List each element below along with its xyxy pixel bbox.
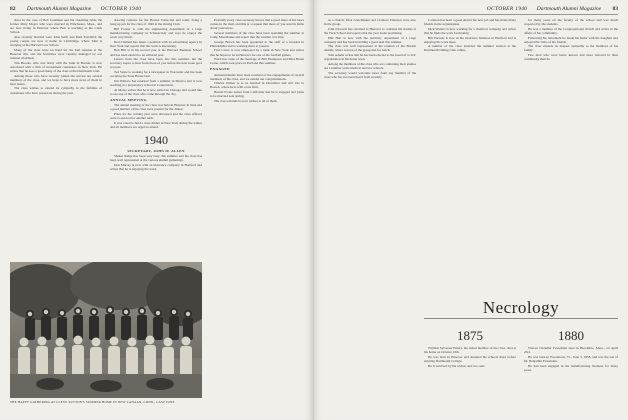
section-heading: ANNUAL MEETING [110,97,147,102]
left-page-number: 82 [10,6,16,12]
right-page-number: 83 [612,6,618,12]
paragraph: It was voted to hold a class dinner in New York during the winter and all members are urged to attend. [110,120,202,129]
left-page-header [10,4,303,15]
paragraph: The class extends its best wishes to all of them. [214,98,278,103]
right-magazine-title: Dartmouth Alumni Magazine [536,6,602,12]
right-column-3 [524,18,618,298]
section-heading: ENGAGED [210,67,230,72]
class-year-heading: 1880 [558,328,584,343]
paragraph: He had been engaged in the manufacturing business for many years. [524,363,618,372]
paragraph: dress in the case of Bob Cushman and his charming bride the former Mary Moyer who were married in Winchester, Mass., and are now living in Hanover where Bob is teaching at the Clark School. [10,18,102,35]
paragraph: Al Morse writes that he is now settled in Chicago and would like to see any of the class who come through the city. [110,87,202,96]
paragraph: Bob Hill is in his second year at the Harvard Business School and has been elected to an editorial post. [110,48,202,57]
paragraph: for many years on the faculty of the school and was much respected by the students. [524,18,618,27]
paragraph: Tim Brooks, who was lately with the bank in Boston, is now associated with a firm of investment counselors in New York. He writes that he sees a good many of the class at the Dartmouth Club. [10,60,102,73]
paragraph: Letters from the class have been few this summer, but the secretary hopes to hear from more of you before the next issue goes to press. [110,57,202,70]
paragraph: Probably every class secretary knows that a good share of his news comes in the mail, and this is a request that more of you send in items about yourselves. [210,18,304,31]
paragraph: Among those who have recently joined the service are several members of the class, and we hope to have more news of them in later issues. [10,73,102,86]
paragraph: as a church, Dick Gleichmann and Clabbert Emerson were also in the group. [324,18,416,27]
paragraph: Announcements have been received of the engagements of several members of the class, and we extend our congratulations. [210,72,304,81]
paragraph: Warren Chandler Fessenden died in Brookline, Mass., on April 23rd. [524,346,618,355]
paragraph: Tom Adams writes that he has been elected to the board of a civic organization in his home town. [324,53,416,62]
paragraph: He was born in Hanover and attended the schools there before entering Dartmouth College. [424,354,516,363]
paragraph: Ted Stone is working for a newspaper in Worcester and has been covering the State House beat. [110,70,202,79]
paragraph: Bill Forster is with the engineering department of a large manufacturing company in Schenectady and says he enjoys the work very much. [110,26,202,39]
left-issue-date: OCTOBER 1940 [100,6,142,12]
paragraph: drawing contests for the Boston Transcript and really doing a bang up job for the class of 1940 at the Outing Club. [110,18,202,27]
right-issue-date: OCTOBER 1940 [486,6,528,12]
paragraph: He was a member of the Congregational church and active in the affairs of his community. [524,26,618,35]
paragraph: Carleton has been a good deal in his new job and has made many friends in the organization. [424,18,516,27]
class-secretary-line: SECRETARY, JOHN M. ALLEN [127,148,185,153]
paragraph: Rod Clement has taken a position with an advertising agency in New York and reports that the work is interesting. [110,39,202,48]
paragraph: He is survived by his widow and two sons. [428,363,486,368]
right-page [314,0,628,420]
paragraph: Harold Evans writes from California that he is engaged and plans to be married next spring. [210,90,304,99]
right-column-2 [424,18,516,298]
class-year-heading: 1875 [457,328,483,343]
necrology-divider [424,318,618,319]
right-page-header [324,4,618,15]
paragraph: A number of the class attended the summer session at the Dartmouth Outing Club cabins. [424,44,516,53]
paragraph: George Brown has been appointed to the staff of a hospital in Philadelphia and is working there at present. [210,39,304,48]
paragraph: Word has come of the marriage of Bill Thompson and Miss Helen Crane, which took place in Portland this summer. [210,57,304,66]
paragraph: Jim Wallace has returned from a summer in Mexico and is now teaching at a preparatory school in Connecticut. [110,78,202,87]
paragraph: The class wishes to extend its sympathy to the families of classmates who have passed on during the year. [10,86,102,95]
necrology-column-2 [524,322,618,418]
paragraph: John Edwards has returned to Hanover to continue his studies at the Tuck School and reports that the year looks promising. [324,26,416,35]
paragraph: Several members of the class have been spending the summer at Camp Moosilauke and report that the weather was fine. [210,30,304,39]
group-photo [10,262,202,398]
necrology-column-1 [424,322,516,418]
paragraph: The class extends its deepest sympathy to the members of his family. [524,44,618,53]
paragraph: Plans for the coming year were discussed and the class officers were re-elected for another term. [110,111,202,120]
paragraph: Many of the class were on hand for the Fall reunion at the Hanover Inn, and the festivities were capably managed by our reunion chairman. [10,47,102,61]
paragraph: Dick Walters is now working for a chemical company and writes that he finds the work fascinating. [424,26,516,35]
paragraph: Charles Walker is to be married in December and will live in Boston, where he is with a law firm. [210,81,304,90]
paragraph: Bill Parsons is now in the insurance business in Hartford and is enjoying his work there. [424,35,516,44]
group-photo-image [10,262,202,398]
paragraph: The secretary would welcome news from any member of the class who has not been heard from recently. [324,70,416,79]
class-year-heading: 1940 [144,132,168,147]
paragraph: The class was well represented at the reunion of the Boston alumni, where several of the group met for lunch. [324,44,416,53]
paragraph: The annual meeting of the class was held in Hanover in June and a good number of the class were present for the dinner. [110,102,202,112]
paragraph: He was born in Woodstock, Vt., June 3, 1858, and was the son of Dr. Benjamin Fessenden. [524,354,618,363]
left-magazine-title: Dartmouth Alumni Magazine [26,6,92,12]
paragraph: Also recently married were John Swift and Ruth Fairchild; the young couple are now at home in Cambridge, where John is studying at the Harvard Law School. [10,34,102,48]
photo-caption: THE HAPPY GATHERING AT CLEVE SUTTON'S SUMMER HOME IN NEW CANAAN, CONN., LAST JUNE [10,400,175,404]
paragraph: Don Murray is now with an insurance company in Hartford and writes that he is enjoying the work. [110,162,202,171]
paragraph: Among the members of the class who are continuing their studies are a number at the medical and law schools. [324,61,416,70]
paragraph: Shaker Ridge has been very busy this summer and the class has been well represented at the various alumni gatherings. [110,153,202,162]
paragraph: Phil Hart is now with the publicity department of a large company and has been travelling a good deal this summer. [324,35,416,44]
right-column-1 [324,18,416,414]
left-column-3 [210,18,304,414]
paragraph: Few men who were better known and more beloved in their community than he. [524,53,618,62]
paragraph: William Sylvester Emery, the oldest member of the class, died at his home on October 10th. [424,346,516,355]
left-column-1 [10,18,102,260]
necrology-heading: Necrology [482,298,560,317]
paragraph: Fred Carter is now employed by a bank in New York and writes that he hopes to be in Hanover for one of the football games. [210,48,304,57]
paragraph: Following his retirement he made his home with his daughter and enjoyed the visits of his friends. [524,35,618,44]
